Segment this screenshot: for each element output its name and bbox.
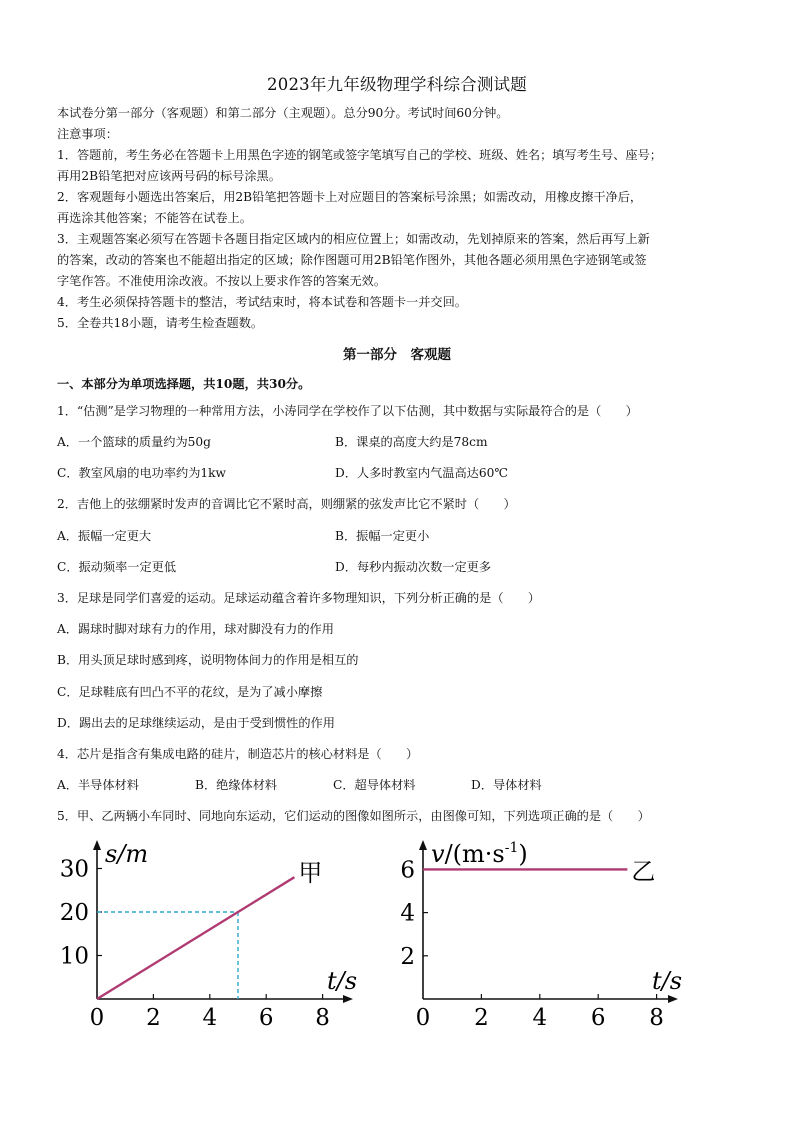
q2-option-b: B．振幅一定更小 xyxy=(335,529,430,543)
q3-option-b: B．用头顶足球时感到疼，说明物体间力的作用是相互的 xyxy=(57,653,359,667)
q1-option-a: A．一个篮球的质量约为50g xyxy=(57,435,211,449)
x-tick-label: 4 xyxy=(202,1005,218,1031)
series-line xyxy=(97,877,294,999)
x-tick-label: 8 xyxy=(315,1005,330,1031)
question-1-stem: 1．“估测”是学习物理的一种常用方法，小涛同学在学校作了以下估测，其中数据与实际最符合的是（ ） xyxy=(57,404,638,418)
series-label: 乙 xyxy=(631,857,656,886)
x-tick-label: 8 xyxy=(649,1005,664,1031)
y-tick-label: 30 xyxy=(59,856,89,883)
intro-line: 字笔作答。不准使用涂改液。不按以上要求作答的答案无效。 xyxy=(57,274,387,288)
intro-line: 1．答题前，考生务必在答题卡上用黑色字迹的钢笔或签字笔填写自己的学校、班级、姓名；填写考生号、座号； xyxy=(57,148,662,162)
intro-line: 4．考生必须保持答题卡的整洁，考试结束时，将本试卷和答题卡一并交回。 xyxy=(57,295,467,309)
x-axis-arrow xyxy=(668,995,678,1003)
intro-line: 本试卷分第一部分（客观题）和第二部分（主观题）。总分90分。考试时间60分钟。 xyxy=(57,106,509,120)
y-tick-label: 20 xyxy=(59,900,89,926)
question-2-stem: 2．吉他上的弦绷紧时发声的音调比它不紧时高，则绷紧的弦发声比它不紧时（ ） xyxy=(57,497,516,511)
page-title: 2023年九年级物理学科综合测试题 xyxy=(267,75,527,94)
q3-option-c: C．足球鞋底有凹凸不平的花纹，是为了减小摩擦 xyxy=(57,685,323,699)
x-tick-label: 6 xyxy=(590,1005,606,1031)
x-tick-label: 2 xyxy=(474,1005,489,1031)
section-heading: 一、本部分为单项选择题，共10题，共30分。 xyxy=(57,377,311,391)
intro-line: 再选涂其他答案；不能答在试卷上。 xyxy=(57,211,252,225)
chart-v-t xyxy=(395,830,735,1040)
y-tick-label: 2 xyxy=(400,943,415,970)
x-tick-label: 2 xyxy=(146,1005,161,1031)
y-tick-label: 6 xyxy=(400,857,415,884)
y-axis-arrow xyxy=(93,840,101,850)
intro-line: 5．全卷共18小题，请考生检查题数。 xyxy=(57,316,264,330)
intro-line: 2．客观题每小题选出答案后，用2B铅笔把答题卡上对应题目的答案标号涂黑；如需改动，用橡皮擦干净后， xyxy=(57,190,643,204)
x-axis-label: t/s xyxy=(327,967,358,995)
series-label: 甲 xyxy=(298,859,323,888)
y-tick-label: 10 xyxy=(59,943,89,970)
x-tick-label: 0 xyxy=(415,1005,431,1031)
y-axis-arrow xyxy=(419,840,427,850)
x-axis-label: t/s xyxy=(652,967,683,995)
y-axis-label: s/m xyxy=(105,840,149,868)
q2-option-d: D．每秒内振动次数一定更多 xyxy=(335,560,492,574)
question-4-stem: 4．芯片是指含有集成电路的硅片，制造芯片的核心材料是（ ） xyxy=(57,747,419,761)
chart-s-t xyxy=(40,830,380,1040)
intro-line: 的答案，改动的答案也不能超出指定的区域；除作图题可用2B铅笔作图外，其他各题必须用黑色字迹钢笔或签 xyxy=(57,253,647,267)
section-title: 第一部分 客观题 xyxy=(343,347,451,363)
q2-option-c: C．振动频率一定更低 xyxy=(57,560,177,574)
y-tick-label: 4 xyxy=(400,900,415,927)
intro-line: 3．主观题答案必须写在答题卡各题目指定区域内的相应位置上；如需改动，先划掉原来的答案，然后再写上新 xyxy=(57,232,650,246)
x-axis-arrow xyxy=(343,995,353,1003)
x-tick-label: 4 xyxy=(532,1005,548,1031)
intro-line: 再用2B铅笔把对应该两号码的标号涂黑。 xyxy=(57,169,281,183)
q2-option-a: A．振幅一定更大 xyxy=(57,529,152,543)
q1-option-d: D．人多时教室内气温高达60℃ xyxy=(335,466,508,480)
question-3-stem: 3．足球是同学们喜爱的运动。足球运动蕴含着许多物理知识，下列分析正确的是（ ） xyxy=(57,591,541,605)
q3-option-a: A．踢球时脚对球有力的作用，球对脚没有力的作用 xyxy=(57,622,334,636)
intro-line: 注意事项： xyxy=(57,127,118,141)
y-axis-label: $v/(m\cdot s^{-1})$ xyxy=(431,840,528,868)
x-tick-label: 0 xyxy=(89,1005,105,1031)
question-5-stem: 5．甲、乙两辆小车同时、同地向东运动，它们运动的图像如图所示，由图像可知，下列选项正确的是（ ） xyxy=(57,809,650,823)
q4-option-b: B．绝缘体材料 xyxy=(195,778,278,792)
q1-option-c: C．教室风扇的电功率约为1kw xyxy=(57,466,226,480)
q4-option-d: D．导体材料 xyxy=(471,778,542,792)
q4-option-a: A．半导体材料 xyxy=(57,778,139,792)
q4-option-c: C．超导体材料 xyxy=(333,778,416,792)
q1-option-b: B．课桌的高度大约是78cm xyxy=(335,435,488,449)
q3-option-d: D．踢出去的足球继续运动，是由于受到惯性的作用 xyxy=(57,716,335,730)
x-tick-label: 6 xyxy=(258,1005,274,1031)
